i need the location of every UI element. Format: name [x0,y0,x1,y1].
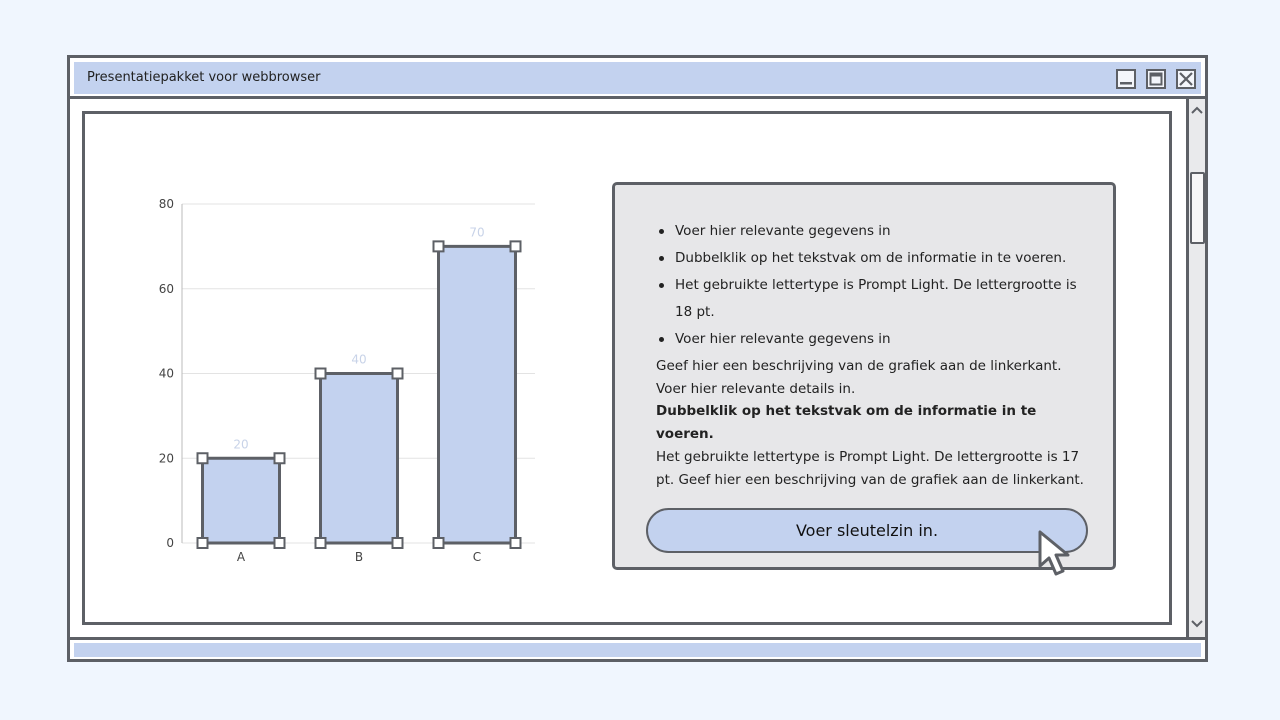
x-tick-label: A [236,550,246,564]
resize-handle[interactable] [393,538,403,548]
resize-handle[interactable] [393,369,403,379]
data-label: 70 [469,225,485,240]
bullet-item: Het gebruikte lettertype is Prompt Light. De lettergrootte is 18 pt. [656,272,1086,326]
info-text-box[interactable] [612,182,1116,570]
key-sentence-button[interactable]: Voer sleutelzin in. [646,508,1088,553]
resize-handle[interactable] [511,241,521,251]
resize-handle[interactable] [511,538,521,548]
desc-line: Voer hier relevante details in. [656,380,856,397]
minimize-button[interactable] [1116,69,1136,89]
maximize-button[interactable] [1146,69,1166,89]
close-button[interactable] [1176,69,1196,89]
bullet-item: Voer hier relevante gegevens in [656,218,1086,245]
content-area [70,99,1186,637]
desc-line: Het gebruikte lettertype is Prompt Light. De lettergrootte is 17 pt. Geef hier een beschrijving van de grafiek aan de linkerkant. [656,448,1084,488]
bar-a[interactable] [203,458,280,543]
y-tick-label: 20 [158,451,174,466]
desc-line: Geef hier een beschrijving van de grafiek aan de linkerkant. [656,358,1062,374]
resize-handle[interactable] [434,538,444,548]
scroll-up-icon[interactable] [1190,103,1204,117]
resize-handle[interactable] [198,453,208,463]
resize-handle[interactable] [434,241,444,251]
x-tick-label: C [472,550,482,564]
resize-handle[interactable] [316,538,326,548]
scroll-thumb[interactable] [1190,172,1205,244]
bullet-item: Dubbelklik op het tekstvak om de informatie in te voeren. [656,245,1086,272]
y-tick-label: 0 [166,536,174,550]
title-bar [74,62,1201,94]
data-label: 40 [351,352,367,367]
vertical-scrollbar[interactable] [1186,99,1205,637]
scroll-down-icon[interactable] [1190,617,1204,631]
data-label: 20 [233,437,249,452]
chart-description [656,355,1086,491]
info-text-inner [618,188,1110,564]
resize-handle[interactable] [275,453,285,463]
bullet-item: Voer hier relevante gegevens in [656,326,1086,353]
bottom-divider [70,637,1205,640]
bar-c[interactable] [439,246,516,543]
maximize-icon [1148,71,1164,87]
x-tick-label: B [354,550,364,564]
y-tick-label: 60 [158,281,174,296]
bar-chart[interactable] [85,114,585,614]
slide-canvas [82,111,1172,625]
resize-handle[interactable] [275,538,285,548]
close-icon [1178,71,1194,87]
y-tick-label: 80 [158,197,174,211]
y-tick-label: 40 [158,366,174,381]
bar-b[interactable] [321,374,398,544]
resize-handle[interactable] [316,369,326,379]
pointer-cursor-icon [1036,528,1078,580]
resize-handle[interactable] [198,538,208,548]
desc-bold-line: Dubbelklik op het tekstvak om de informatie in te voeren. [656,403,1037,443]
window-title: Presentatiepakket voor webbrowser [87,70,321,85]
status-bar [74,643,1201,657]
bullet-list [656,218,1086,353]
minimize-icon [1118,71,1134,87]
